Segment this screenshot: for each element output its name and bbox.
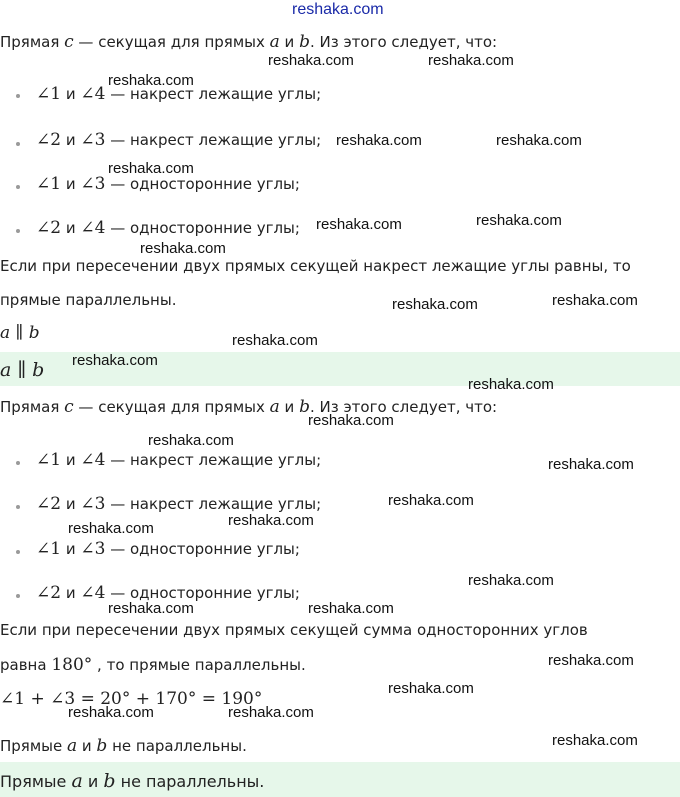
conclusion-prefix: Прямые <box>0 737 67 755</box>
degree-value: 180° <box>51 655 93 675</box>
conclusion-suffix: не параллельны. <box>107 737 247 755</box>
watermark-text: reshaka.com <box>336 132 422 149</box>
list-item <box>36 539 300 559</box>
watermark-text: reshaka.com <box>68 520 154 537</box>
item-text: — накрест лежащие углы; <box>105 85 322 103</box>
angle-x: ∠1 <box>36 174 62 194</box>
watermark-text: reshaka.com <box>428 52 514 69</box>
var-a: a <box>269 32 280 52</box>
watermark-text: reshaka.com <box>548 652 634 669</box>
watermark-text: reshaka.com <box>228 512 314 529</box>
var-c: c <box>64 397 74 417</box>
angle-y: ∠3 <box>80 494 106 514</box>
angle-x: ∠1 <box>36 450 62 470</box>
watermark-text: reshaka.com <box>468 376 554 393</box>
intro-and: и <box>279 33 300 51</box>
rule-line-1: Если при пересечении двух прямых секущей накрест лежащие углы равны, то <box>0 257 631 275</box>
watermark-text: reshaka.com <box>388 492 474 509</box>
watermark-text: reshaka.com <box>308 600 394 617</box>
answer-text <box>0 770 264 792</box>
watermark-text: reshaka.com <box>468 572 554 589</box>
watermark-text: reshaka.com <box>268 52 354 69</box>
rule-suffix: , то прямые параллельны. <box>92 656 306 674</box>
and-text: и <box>61 451 81 469</box>
answer-and: и <box>82 772 104 791</box>
watermark-text: reshaka.com <box>148 432 234 449</box>
watermark-text: reshaka.com <box>392 296 478 313</box>
intro-suffix: . Из этого следует, что: <box>309 33 498 51</box>
answer-text: a ∥ b <box>0 359 45 381</box>
list-item <box>36 450 321 470</box>
angle-y: ∠3 <box>80 174 106 194</box>
angle-y: ∠3 <box>80 130 106 150</box>
watermark-text: reshaka.com <box>496 132 582 149</box>
intro-prefix: Прямая <box>0 33 65 51</box>
var-a: a <box>66 736 78 756</box>
intro-and: и <box>279 398 300 416</box>
watermark-text: reshaka.com <box>68 704 154 721</box>
formula: a ∥ b <box>0 323 40 343</box>
item-text: — односторонние углы; <box>105 540 300 558</box>
bullet-icon <box>16 142 20 146</box>
answer-prefix: Прямые <box>0 772 72 791</box>
conclusion <box>0 736 247 756</box>
and-text: и <box>61 175 81 193</box>
angle-y: ∠4 <box>80 450 106 470</box>
angle-y: ∠4 <box>80 218 106 238</box>
watermark-text: reshaka.com <box>232 332 318 349</box>
item-text: — накрест лежащие углы; <box>105 131 322 149</box>
answer-suffix: не параллельны. <box>115 772 265 791</box>
intro-line <box>0 32 497 52</box>
intro-prefix: Прямая <box>0 398 65 416</box>
conclusion-and: и <box>77 737 97 755</box>
item-text: — односторонние углы; <box>105 219 300 237</box>
answer-box <box>0 762 680 797</box>
angle-x: ∠1 <box>36 84 62 104</box>
watermark-text: reshaka.com <box>388 680 474 697</box>
watermark-text: reshaka.com <box>228 704 314 721</box>
bullet-icon <box>16 505 20 509</box>
var-b: b <box>103 770 116 792</box>
angle-x: ∠2 <box>36 494 62 514</box>
bullet-icon <box>16 229 20 233</box>
intro-mid: — секущая для прямых <box>73 398 270 416</box>
var-b: b <box>299 32 310 52</box>
intro-suffix: . Из этого следует, что: <box>309 398 498 416</box>
list-item <box>36 218 300 238</box>
rule-prefix: равна <box>0 656 52 674</box>
var-b: b <box>96 736 108 756</box>
list-item <box>36 130 321 150</box>
item-text: — односторонние углы; <box>105 175 300 193</box>
and-text: и <box>61 219 81 237</box>
watermark-text: reshaka.com <box>72 352 158 369</box>
angle-x: ∠2 <box>36 218 62 238</box>
angle-y: ∠4 <box>80 583 106 603</box>
and-text: и <box>61 131 81 149</box>
item-text: — накрест лежащие углы; <box>105 495 322 513</box>
and-text: и <box>61 584 81 602</box>
intro-mid: — секущая для прямых <box>73 33 270 51</box>
watermark-text: reshaka.com <box>108 72 194 89</box>
rule-line-2: прямые параллельны. <box>0 291 177 309</box>
angle-x: ∠1 <box>36 539 62 559</box>
bullet-icon <box>16 94 20 98</box>
intro-line <box>0 397 497 417</box>
var-a: a <box>71 770 83 792</box>
and-text: и <box>61 85 81 103</box>
list-item <box>36 494 321 514</box>
bullet-icon <box>16 550 20 554</box>
angle-y: ∠4 <box>80 84 106 104</box>
bullet-icon <box>16 461 20 465</box>
watermark-text: reshaka.com <box>308 412 394 429</box>
var-a: a <box>269 397 280 417</box>
angle-x: ∠2 <box>36 583 62 603</box>
watermark-text: reshaka.com <box>108 160 194 177</box>
item-text: — односторонние углы; <box>105 584 300 602</box>
rule-line-2 <box>0 655 306 675</box>
and-text: и <box>61 495 81 513</box>
site-watermark: reshaka.com <box>292 1 384 18</box>
watermark-text: reshaka.com <box>140 240 226 257</box>
var-b: b <box>299 397 310 417</box>
var-c: c <box>64 32 74 52</box>
rule-line-1: Если при пересечении двух прямых секущей сумма односторонних углов <box>0 621 588 639</box>
list-item <box>36 174 300 194</box>
watermark-text: reshaka.com <box>476 212 562 229</box>
and-text: и <box>61 540 81 558</box>
watermark-text: reshaka.com <box>552 732 638 749</box>
item-text: — накрест лежащие углы; <box>105 451 322 469</box>
watermark-text: reshaka.com <box>316 216 402 233</box>
equation: ∠1 + ∠3 = 20° + 170° = 190° <box>0 689 263 709</box>
watermark-text: reshaka.com <box>108 600 194 617</box>
bullet-icon <box>16 185 20 189</box>
angle-x: ∠2 <box>36 130 62 150</box>
bullet-icon <box>16 594 20 598</box>
watermark-text: reshaka.com <box>548 456 634 473</box>
angle-y: ∠3 <box>80 539 106 559</box>
watermark-text: reshaka.com <box>552 292 638 309</box>
